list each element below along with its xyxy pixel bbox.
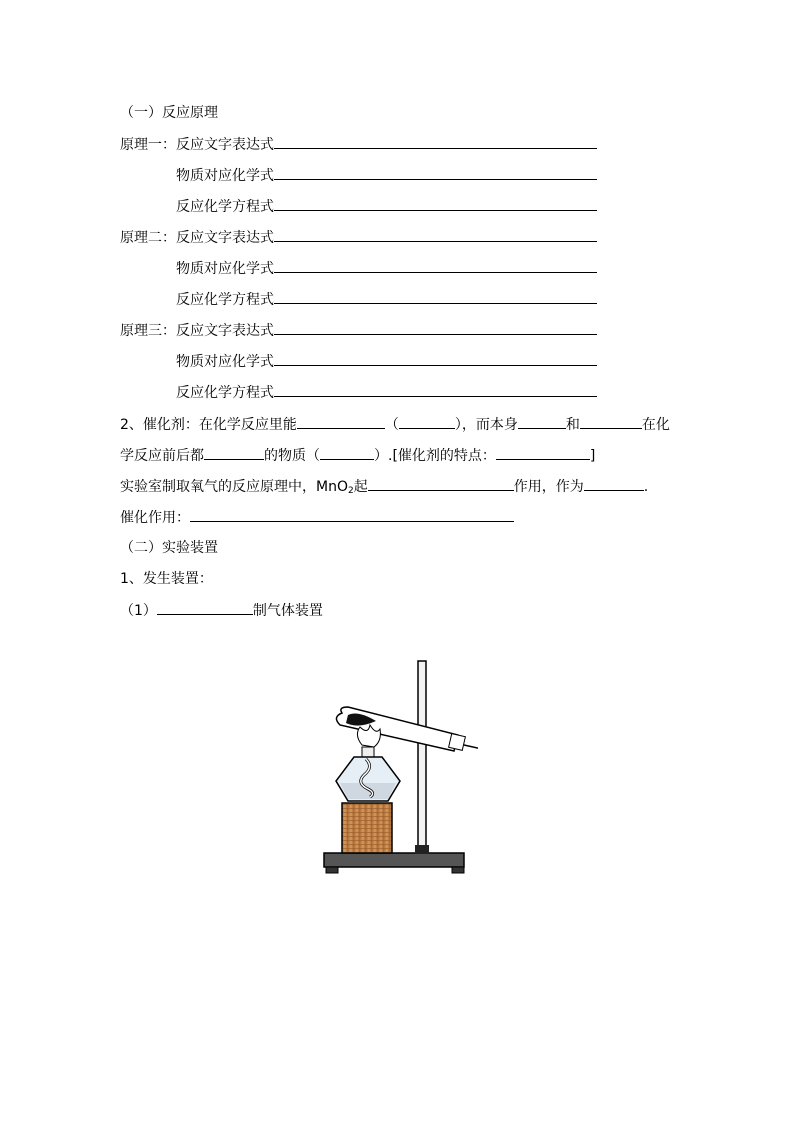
principle-three-row-2	[176, 351, 597, 372]
principle-row-label: 反应化学方程式	[176, 199, 274, 215]
item-number: （1）	[120, 603, 157, 619]
section-heading-apparatus: （二）实验装置	[120, 540, 218, 556]
stand-base	[324, 853, 464, 873]
principle-row-label: 反应化学方程式	[176, 385, 274, 401]
principle-one-row-2	[176, 165, 597, 186]
principle-three-label: 原理三：	[120, 323, 176, 339]
stopper	[449, 734, 466, 751]
answer-blank[interactable]	[368, 476, 514, 491]
catalyst-text: 作用，作为	[513, 479, 584, 495]
generator-item-1	[120, 600, 323, 621]
answer-blank[interactable]	[297, 414, 385, 429]
oxygen-heating-apparatus-illustration	[318, 655, 478, 880]
answer-blank[interactable]	[399, 414, 455, 429]
catalyst-text: 起	[353, 479, 368, 495]
principle-row-label: 反应文字表达式	[176, 230, 274, 246]
principle-three-row-3	[176, 382, 597, 403]
principle-two-label: 原理二：	[120, 230, 176, 246]
subscript: 2	[347, 486, 354, 496]
catalyst-text: （	[384, 417, 399, 433]
answer-blank[interactable]	[274, 382, 597, 397]
answer-blank[interactable]	[190, 507, 514, 522]
principle-row-label: 反应文字表达式	[176, 323, 274, 339]
alcohol-lamp	[336, 757, 400, 801]
answer-blank[interactable]	[274, 258, 597, 273]
section-heading-principle: （一）反应原理	[120, 105, 218, 121]
answer-blank[interactable]	[274, 351, 597, 366]
answer-blank[interactable]	[274, 320, 597, 335]
answer-blank[interactable]	[584, 476, 644, 491]
principle-row-label: 物质对应化学式	[176, 354, 274, 370]
answer-blank[interactable]	[496, 445, 590, 460]
catalyst-text: 实验室制取氧气的反应原理中，MnO	[120, 479, 348, 495]
principle-one-row-3	[176, 196, 597, 217]
test-tube	[336, 707, 478, 751]
catalyst-text: ）.[催化剂的特点：	[374, 448, 496, 464]
answer-blank[interactable]	[274, 227, 597, 242]
catalyst-line-2	[120, 445, 595, 466]
principle-row-label: 物质对应化学式	[176, 168, 274, 184]
catalyst-text: 在化	[641, 417, 670, 433]
answer-blank[interactable]	[274, 165, 597, 180]
catalyst-line-3	[120, 476, 648, 501]
principle-row-label: 物质对应化学式	[176, 261, 274, 277]
principle-one-label: 原理一：	[120, 137, 176, 153]
catalyst-text: 催化作用：	[120, 510, 190, 526]
answer-blank[interactable]	[274, 134, 597, 149]
generator-heading: 1、发生装置：	[120, 571, 213, 587]
answer-blank[interactable]	[580, 414, 642, 429]
answer-blank[interactable]	[274, 196, 597, 211]
item-text: 制气体装置	[252, 603, 323, 619]
catalyst-text: 的物质（	[264, 448, 320, 464]
stand-rod	[415, 661, 429, 854]
answer-blank[interactable]	[157, 600, 253, 615]
catalyst-text: 和	[565, 417, 580, 433]
principle-two-row-1	[120, 227, 597, 248]
catalyst-text: .	[643, 479, 649, 495]
catalyst-text: 学反应前后都	[120, 448, 204, 464]
delivery-tube	[464, 745, 478, 749]
principle-row-label: 反应文字表达式	[176, 137, 274, 153]
principle-two-row-3	[176, 289, 597, 310]
principle-one-row-1	[120, 134, 597, 155]
answer-blank[interactable]	[320, 445, 374, 460]
catalyst-line-4	[120, 507, 514, 528]
answer-blank[interactable]	[274, 289, 597, 304]
catalyst-text: ），而本身	[454, 417, 518, 433]
catalyst-text: ]	[589, 448, 596, 464]
principle-three-row-1	[120, 320, 597, 341]
answer-blank[interactable]	[518, 414, 566, 429]
answer-blank[interactable]	[204, 445, 264, 460]
wooden-block	[342, 803, 392, 853]
catalyst-text: 2、催化剂：在化学反应里能	[120, 417, 297, 433]
principle-row-label: 反应化学方程式	[176, 292, 274, 308]
principle-two-row-2	[176, 258, 597, 279]
catalyst-line-1	[120, 414, 670, 435]
